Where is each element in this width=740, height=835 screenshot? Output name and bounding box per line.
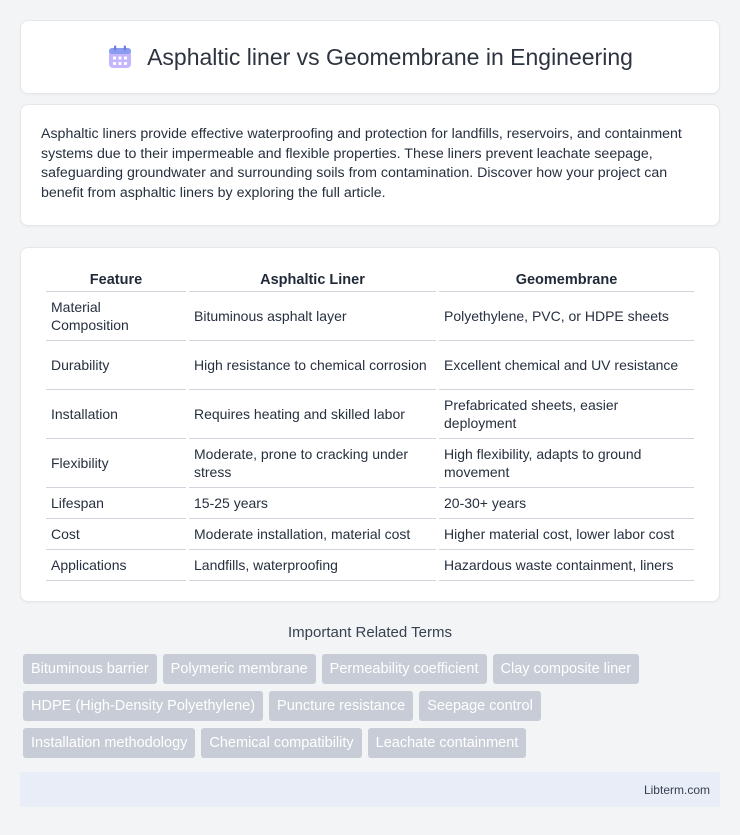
table-row: [46, 439, 694, 488]
related-term-tag[interactable]: Seepage control: [419, 691, 541, 721]
row-geomembrane: Polyethylene, PVC, or HDPE sheets: [439, 292, 694, 341]
comparison-table-card: [20, 247, 720, 602]
related-term-tag[interactable]: Installation methodology: [23, 728, 195, 758]
header-card: [20, 20, 720, 94]
table-row: [46, 488, 694, 519]
comparison-table: [43, 270, 697, 581]
related-term-tag[interactable]: Polymeric membrane: [163, 654, 316, 684]
table-header-row: [46, 270, 694, 292]
row-feature: Durability: [46, 341, 186, 390]
table-row: [46, 341, 694, 390]
footer: [20, 772, 720, 807]
intro-card: [20, 104, 720, 226]
row-asphaltic: Moderate installation, material cost: [189, 519, 436, 550]
related-term-tag[interactable]: Puncture resistance: [269, 691, 413, 721]
page-title: Asphaltic liner vs Geomembrane in Engineering: [147, 43, 633, 70]
related-term-tag[interactable]: Bituminous barrier: [23, 654, 157, 684]
row-feature: Installation: [46, 390, 186, 439]
row-asphaltic: 15-25 years: [189, 488, 436, 519]
row-asphaltic: Requires heating and skilled labor: [189, 390, 436, 439]
row-feature: Cost: [46, 519, 186, 550]
table-row: [46, 292, 694, 341]
header-asphaltic-liner: Asphaltic Liner: [189, 270, 436, 292]
row-feature: Lifespan: [46, 488, 186, 519]
table-row: [46, 550, 694, 581]
related-term-tag[interactable]: Clay composite liner: [493, 654, 640, 684]
related-terms-title: Important Related Terms: [288, 624, 452, 642]
row-geomembrane: 20-30+ years: [439, 488, 694, 519]
row-feature: Flexibility: [46, 439, 186, 488]
related-term-tag[interactable]: HDPE (High-Density Polyethylene): [23, 691, 263, 721]
row-geomembrane: Hazardous waste containment, liners: [439, 550, 694, 581]
related-term-tag[interactable]: Leachate containment: [368, 728, 527, 758]
row-geomembrane: Prefabricated sheets, easier deployment: [439, 390, 694, 439]
related-term-tag[interactable]: Chemical compatibility: [201, 728, 361, 758]
header-feature: Feature: [46, 270, 186, 292]
header-geomembrane: Geomembrane: [439, 270, 694, 292]
row-geomembrane: High flexibility, adapts to ground movement: [439, 439, 694, 488]
row-asphaltic: High resistance to chemical corrosion: [189, 341, 436, 390]
row-geomembrane: Excellent chemical and UV resistance: [439, 341, 694, 390]
row-asphaltic: Landfills, waterproofing: [189, 550, 436, 581]
row-feature: Material Composition: [46, 292, 186, 341]
calendar-grid-icon: [107, 44, 133, 70]
row-geomembrane: Higher material cost, lower labor cost: [439, 519, 694, 550]
table-row: [46, 390, 694, 439]
row-asphaltic: Moderate, prone to cracking under stress: [189, 439, 436, 488]
table-row: [46, 519, 694, 550]
related-terms-list: [20, 654, 720, 758]
intro-text: Asphaltic liners provide effective waterproofing and protection for landfills, reservoirs, and containment systems due to their impermeable and flexible properties. These liners prevent leachate seepage, safeguarding groundwater and surrounding soils from contamination. Discover how your project can benefit from asphaltic liners by exploring the full article.: [41, 126, 682, 201]
row-asphaltic: Bituminous asphalt layer: [189, 292, 436, 341]
footer-site-link[interactable]: Libterm.com: [643, 782, 710, 797]
row-feature: Applications: [46, 550, 186, 581]
related-term-tag[interactable]: Permeability coefficient: [322, 654, 487, 684]
